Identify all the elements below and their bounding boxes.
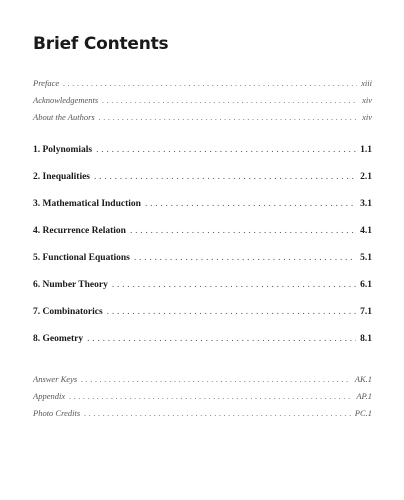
toc-entry-label: 1. Polynomials <box>33 145 93 155</box>
dot-leader <box>130 226 356 236</box>
toc-entry-label: Answer Keys <box>33 374 78 384</box>
toc-chapter-5[interactable] <box>33 253 372 263</box>
toc-entry-photo-credits <box>33 408 372 418</box>
dot-leader <box>69 391 352 401</box>
toc-entry-page: 1.1 <box>360 145 372 155</box>
toc-chapter-2[interactable] <box>33 172 372 182</box>
dot-leader <box>99 112 358 122</box>
toc-entry-label: 6. Number Theory <box>33 280 108 290</box>
toc-entry-label: Photo Credits <box>33 408 81 418</box>
toc-entry-page: 6.1 <box>360 280 372 290</box>
toc-entry-appendix <box>33 391 372 401</box>
toc-entry-label: 5. Functional Equations <box>33 253 130 263</box>
toc-entry-answer-keys <box>33 374 372 384</box>
toc-entry-page: xiv <box>362 112 372 122</box>
toc-entry-page: xiii <box>361 78 372 88</box>
toc-chapter-3[interactable] <box>33 199 372 209</box>
toc-entry-page: AK.1 <box>354 374 372 384</box>
toc-entry-page: xiv <box>362 95 372 105</box>
page-title: Brief Contents <box>33 34 169 54</box>
dot-leader <box>107 307 356 317</box>
dot-leader <box>94 172 356 182</box>
toc-entry-label: 4. Recurrence Relation <box>33 226 126 236</box>
toc-entry-label: 3. Mathematical Induction <box>33 199 141 209</box>
toc-entry-label: About the Authors <box>33 112 95 122</box>
toc-entry-label: 2. Inequalities <box>33 172 91 182</box>
dot-leader <box>134 253 356 263</box>
dot-leader <box>84 408 351 418</box>
dot-leader <box>63 78 357 88</box>
toc-entry-label: 8. Geometry <box>33 334 84 344</box>
toc-chapter-7[interactable] <box>33 307 372 317</box>
toc-chapter-1[interactable] <box>33 145 372 155</box>
toc-entry-page: 4.1 <box>360 226 372 236</box>
toc-chapter-4[interactable] <box>33 226 372 236</box>
toc-entry-page: 5.1 <box>360 253 372 263</box>
dot-leader <box>112 280 356 290</box>
toc-entry-page: 8.1 <box>360 334 372 344</box>
dot-leader <box>96 145 356 155</box>
dot-leader <box>102 95 358 105</box>
toc-entry-label: 7. Combinatorics <box>33 307 103 317</box>
toc-entry-preface <box>33 78 372 88</box>
toc-chapter-8[interactable] <box>33 334 372 344</box>
toc-entry-label: Acknowledgements <box>33 95 99 105</box>
dot-leader <box>81 374 351 384</box>
toc-entry-page: PC.1 <box>354 408 372 418</box>
toc-entry-acknowledgements <box>33 95 372 105</box>
toc-entry-page: 7.1 <box>360 307 372 317</box>
toc-entry-label: Appendix <box>33 391 66 401</box>
toc-entry-label: Preface <box>33 78 60 88</box>
dot-leader <box>145 199 356 209</box>
toc-entry-page: AP.1 <box>356 391 372 401</box>
dot-leader <box>87 334 356 344</box>
toc-entry-about-the-authors <box>33 112 372 122</box>
toc-entry-page: 3.1 <box>360 199 372 209</box>
toc-chapter-6[interactable] <box>33 280 372 290</box>
toc-entry-page: 2.1 <box>360 172 372 182</box>
